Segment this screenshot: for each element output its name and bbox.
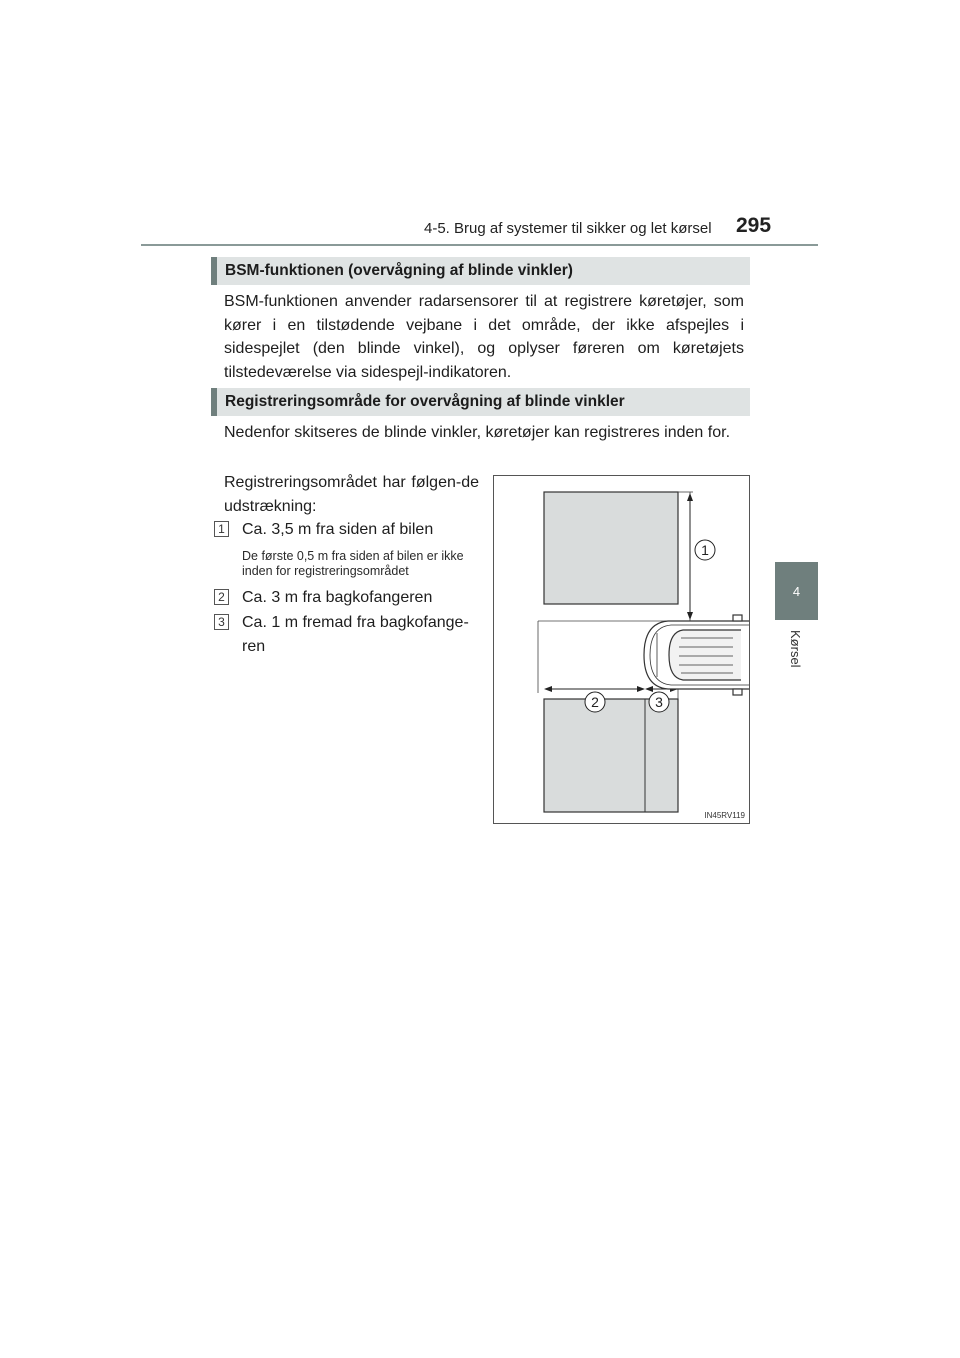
- section-body-bsm: BSM-funktionen anvender radarsensorer til at registrere køretøjer, som kører i en tilstødende vejbane i det område, der ikke afspejles i sidespejlet (den blinde vinkel), og oplyser føreren om køretøjets tilstedeværelse via sidespejl-indikatoren.: [224, 293, 744, 381]
- list-item-text: Ca. 1 m fremad fra bagkofange-ren: [242, 614, 469, 655]
- detection-area-lead: Registreringsområdet har følgen-de udstrækning:: [224, 474, 479, 515]
- section-header: 4-5. Brug af systemer til sikker og let kørsel: [424, 220, 712, 237]
- chapter-label: Kørsel: [788, 630, 803, 668]
- side-detection-zone: [544, 492, 678, 604]
- side-mirror-icon: [733, 615, 742, 621]
- diagram-svg: [493, 475, 750, 824]
- header-divider: [141, 244, 818, 246]
- rear-detection-zone: [544, 699, 678, 812]
- item-note: De første 0,5 m fra siden af bilen er ikke inden for registreringsområdet: [242, 549, 464, 578]
- car-cabin: [669, 630, 741, 680]
- callout-label-3: 3: [655, 694, 663, 710]
- figure-code: IN45RV119: [704, 811, 745, 820]
- callout-label-1: 1: [701, 542, 709, 558]
- chapter-tab: 4: [775, 562, 818, 620]
- list-item-text: Ca. 3,5 m fra siden af bilen: [242, 521, 434, 538]
- section-title-bsm: BSM-funktionen (overvågning af blinde vinkler): [211, 257, 750, 285]
- item-number-badge: 1: [214, 521, 229, 537]
- side-mirror-icon: [733, 689, 742, 695]
- list-item-text: Ca. 3 m fra bagkofangeren: [242, 589, 433, 606]
- callout-label-2: 2: [591, 694, 599, 710]
- car-icon: [644, 615, 749, 695]
- section-body-detection-area: Nedenfor skitseres de blinde vinkler, køretøjer kan registreres inden for.: [224, 424, 731, 441]
- page-number: 295: [736, 214, 772, 237]
- detection-area-diagram: [493, 475, 750, 824]
- item-number-badge: 2: [214, 589, 229, 605]
- section-title-detection-area: Registreringsområde for overvågning af blinde vinkler: [211, 388, 750, 416]
- item-number-badge: 3: [214, 614, 229, 630]
